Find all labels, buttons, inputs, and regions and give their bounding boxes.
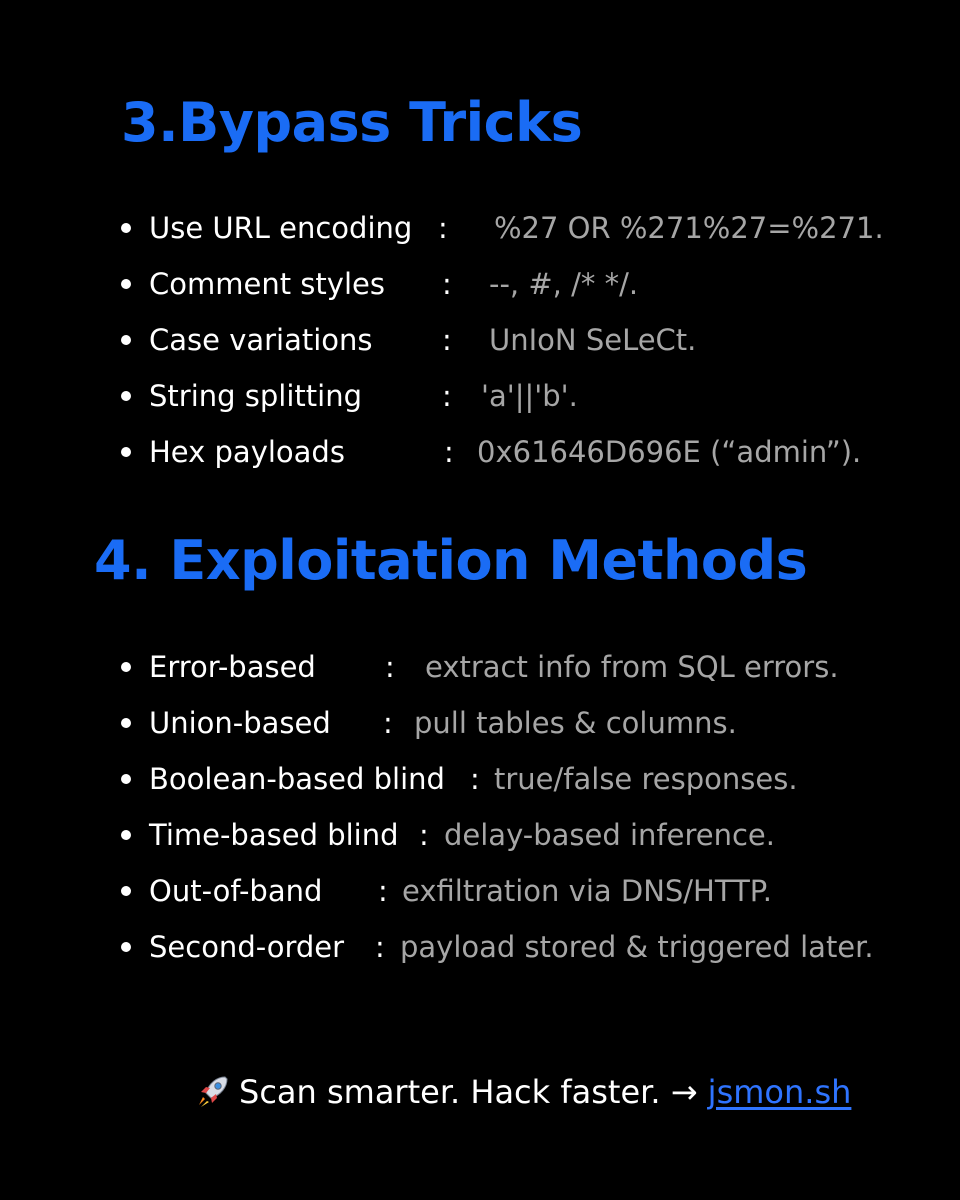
list-item: [0, 703, 960, 743]
section-title-bypass-tricks: 3.Bypass Tricks: [121, 91, 583, 154]
section-title-exploitation-methods: 4. Exploitation Methods: [94, 529, 808, 592]
item-separator: :: [378, 874, 388, 908]
footer-tagline: [195, 1070, 851, 1114]
bullet-icon: [121, 335, 131, 345]
item-term: Out-of-band: [149, 874, 323, 908]
item-description: payload stored & triggered later.: [400, 930, 874, 964]
item-separator: :: [385, 650, 395, 684]
item-term: Comment styles: [149, 267, 385, 301]
item-separator: :: [383, 706, 393, 740]
item-description: 0x61646D696E (“admin”).: [477, 435, 862, 469]
list-item: [0, 376, 960, 416]
item-term: String splitting: [149, 379, 362, 413]
list-item: [0, 320, 960, 360]
item-separator: :: [442, 267, 452, 301]
item-description: 'a'||'b'.: [481, 379, 578, 413]
bullet-icon: [121, 447, 131, 457]
item-separator: :: [442, 323, 452, 357]
item-term: Second-order: [149, 930, 345, 964]
item-term: Boolean-based blind: [149, 762, 445, 796]
list-item: [0, 647, 960, 687]
item-term: Hex payloads: [149, 435, 345, 469]
item-separator: :: [419, 818, 429, 852]
bullet-icon: [121, 830, 131, 840]
list-item: [0, 871, 960, 911]
item-description: %27 OR %271%27=%271.: [494, 211, 884, 245]
bullet-icon: [121, 718, 131, 728]
bullet-icon: [121, 279, 131, 289]
bullet-icon: [121, 391, 131, 401]
bullet-icon: [121, 942, 131, 952]
item-description: pull tables & columns.: [414, 706, 737, 740]
item-term: Case variations: [149, 323, 373, 357]
item-description: true/false responses.: [494, 762, 798, 796]
bullet-icon: [121, 774, 131, 784]
item-term: Time-based blind: [149, 818, 399, 852]
jsmon-link[interactable]: jsmon.sh: [707, 1073, 852, 1111]
item-description: exfiltration via DNS/HTTP.: [402, 874, 772, 908]
item-term: Use URL encoding: [149, 211, 413, 245]
item-separator: :: [444, 435, 454, 469]
list-item: [0, 432, 960, 472]
list-item: [0, 208, 960, 248]
bullet-icon: [121, 886, 131, 896]
item-description: --, #, /* */.: [489, 267, 639, 301]
item-separator: :: [375, 930, 385, 964]
list-item: [0, 927, 960, 967]
item-separator: :: [438, 211, 448, 245]
list-item: [0, 264, 960, 304]
list-item: [0, 815, 960, 855]
item-description: delay-based inference.: [444, 818, 775, 852]
item-separator: :: [470, 762, 480, 796]
bullet-icon: [121, 662, 131, 672]
item-separator: :: [442, 379, 452, 413]
list-item: [0, 759, 960, 799]
item-description: UnIoN SeLeCt.: [489, 323, 697, 357]
item-term: Error-based: [149, 650, 316, 684]
rocket-icon: [195, 1073, 231, 1109]
item-description: extract info from SQL errors.: [425, 650, 839, 684]
bullet-icon: [121, 223, 131, 233]
item-term: Union-based: [149, 706, 331, 740]
footer-text: Scan smarter. Hack faster. →: [239, 1073, 698, 1111]
